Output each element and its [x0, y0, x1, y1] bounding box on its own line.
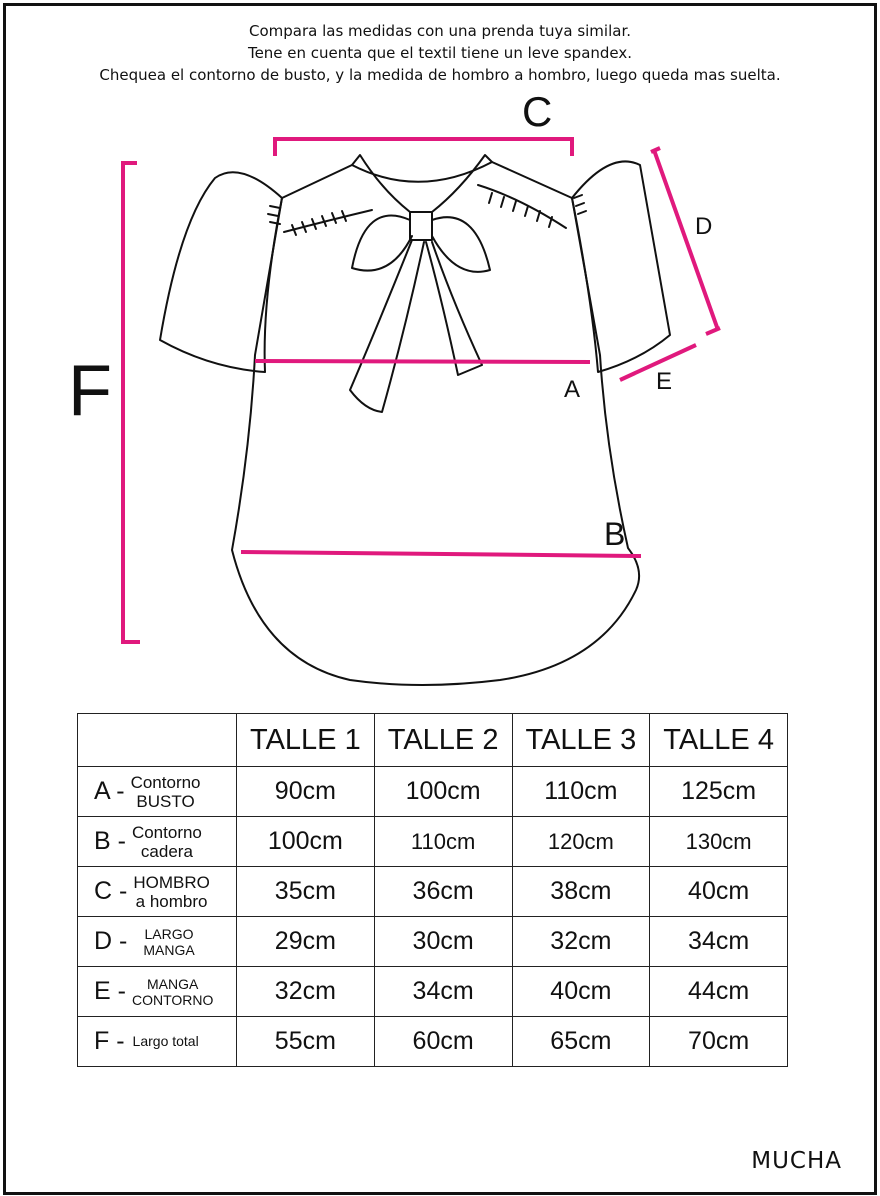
table-cell: 100cm: [237, 817, 375, 867]
row-desc-line-1: Largo total: [132, 1033, 199, 1049]
table-cell: 125cm: [650, 767, 788, 817]
measure-a: [255, 361, 590, 362]
table-cell: 44cm: [650, 967, 788, 1017]
measure-label-b: [78, 817, 237, 867]
brand-name: MUCHA: [751, 1148, 842, 1174]
row-desc-line-1: HOMBRO: [133, 872, 210, 892]
table-cell: 30cm: [374, 917, 512, 967]
table-row: [78, 817, 788, 867]
row-desc-line-2: cadera: [140, 841, 193, 861]
table-row: [78, 967, 788, 1017]
table-cell: 100cm: [374, 767, 512, 817]
table-cell: 32cm: [512, 917, 650, 967]
intro-line-3: Chequea el contorno de busto, y la medida de hombro a hombro, luego queda mas suelta.: [99, 66, 781, 84]
row-letter: F -: [94, 1027, 125, 1055]
row-desc-line-1: Contorno: [130, 772, 201, 792]
measure-label-a: [78, 767, 237, 817]
row-letter: E -: [94, 977, 126, 1005]
intro-line-1: Compara las medidas con una prenda tuya similar.: [248, 22, 632, 40]
row-letter: D -: [94, 927, 128, 955]
table-row: [78, 917, 788, 967]
table-cell: 40cm: [512, 967, 650, 1017]
label-a: A: [564, 376, 581, 403]
row-desc-line-1: Contorno: [131, 822, 202, 842]
row-desc-line-2: BUSTO: [136, 791, 195, 811]
measure-label-d: [78, 917, 237, 967]
table-cell: 29cm: [237, 917, 375, 967]
header-talle-2: TALLE 2: [374, 714, 512, 767]
header-empty: [78, 714, 237, 767]
row-desc-line-2: MANGA: [143, 941, 195, 958]
label-e: E: [656, 368, 673, 395]
blouse-outline: [160, 155, 673, 685]
table-cell: 120cm: [512, 817, 650, 867]
measure-f: [123, 163, 140, 642]
intro-line-2: Tene en cuenta que el textil tiene un leve spandex.: [247, 44, 633, 62]
measure-b: [241, 552, 641, 556]
header-talle-4: TALLE 4: [650, 714, 788, 767]
header-talle-1: TALLE 1: [237, 714, 375, 767]
measure-c: [275, 139, 572, 156]
table-cell: 34cm: [374, 967, 512, 1017]
row-desc-line-1: LARGO: [144, 925, 194, 942]
table-cell: 40cm: [650, 867, 788, 917]
measure-label-f: [78, 1017, 237, 1067]
table-row: [78, 767, 788, 817]
table-row: [78, 867, 788, 917]
table-cell: 70cm: [650, 1017, 788, 1067]
measure-label-e: [78, 967, 237, 1017]
header-talle-3: TALLE 3: [512, 714, 650, 767]
row-desc-line-1: MANGA: [146, 975, 199, 992]
table-cell: 90cm: [237, 767, 375, 817]
table-cell: 60cm: [374, 1017, 512, 1067]
size-table: [77, 713, 788, 1067]
label-c: C: [522, 88, 553, 135]
row-desc-line-2: a hombro: [135, 891, 208, 911]
table-cell: 130cm: [650, 817, 788, 867]
measure-d-cap-bottom: [706, 328, 720, 334]
size-table-header-row: [78, 714, 788, 767]
label-b: B: [604, 516, 626, 552]
row-letter: B -: [94, 827, 126, 855]
table-cell: 32cm: [237, 967, 375, 1017]
table-cell: 110cm: [374, 817, 512, 867]
row-desc-line-2: CONTORNO: [131, 991, 214, 1008]
row-letter: A -: [94, 777, 125, 805]
measure-label-c: [78, 867, 237, 917]
measurement-lines: [123, 139, 720, 642]
table-cell: 35cm: [237, 867, 375, 917]
table-cell: 65cm: [512, 1017, 650, 1067]
row-letter: C -: [94, 877, 128, 905]
table-cell: 36cm: [374, 867, 512, 917]
label-d: D: [695, 213, 713, 240]
table-cell: 55cm: [237, 1017, 375, 1067]
table-cell: 38cm: [512, 867, 650, 917]
measure-d-cap-top: [651, 148, 660, 152]
table-cell: 34cm: [650, 917, 788, 967]
table-cell: 110cm: [512, 767, 650, 817]
label-f: F: [68, 351, 112, 431]
table-row: [78, 1017, 788, 1067]
